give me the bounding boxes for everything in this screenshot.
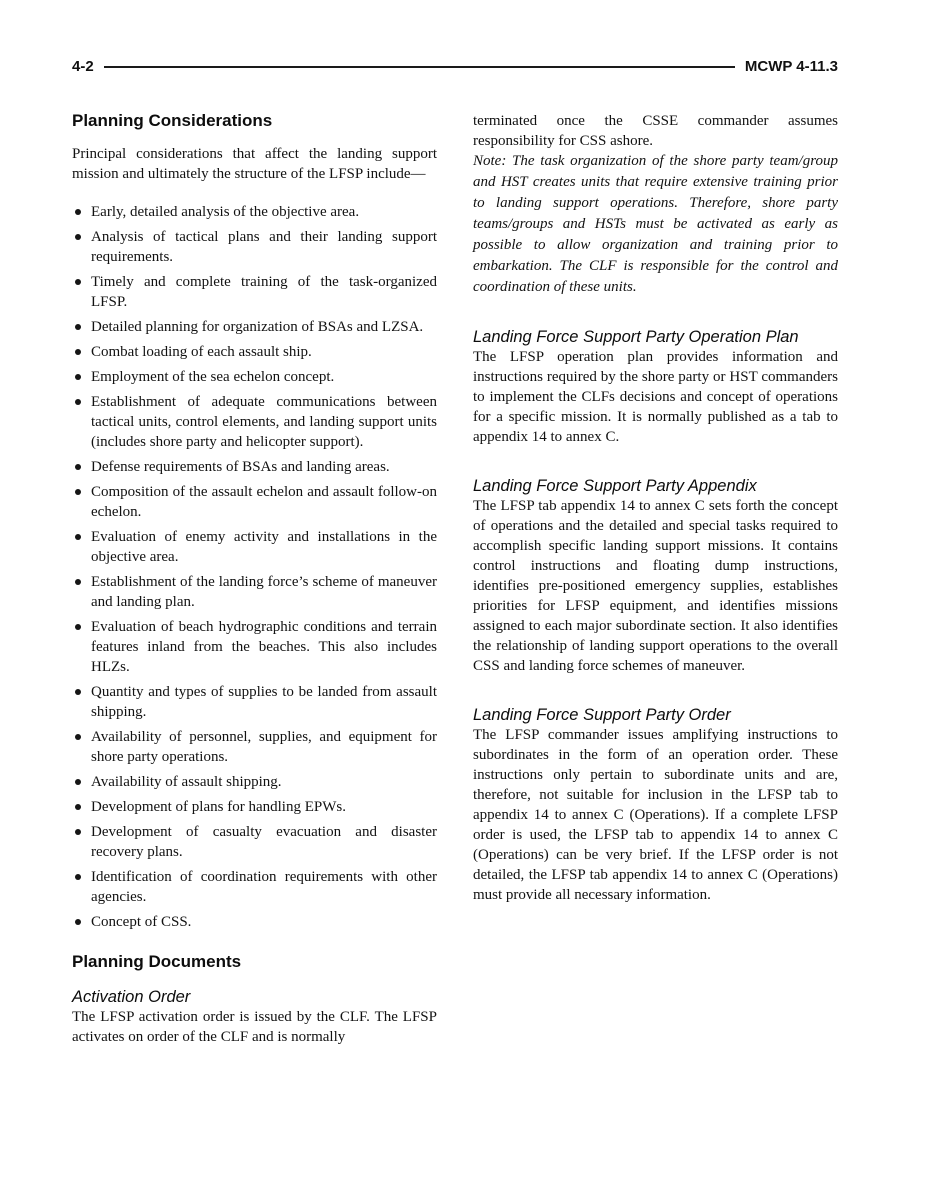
considerations-list	[72, 202, 437, 932]
intro-paragraph: Principal considerations that affect the landing support mission and ultimately the structure of the LFSP include—	[72, 146, 437, 182]
left-column	[72, 111, 437, 1047]
header-rule	[104, 66, 735, 68]
list-item: Concept of CSS.	[72, 912, 437, 932]
list-item: Employment of the sea echelon concept.	[72, 367, 437, 387]
subheading-operation-plan: Landing Force Support Party Operation Plan	[473, 328, 799, 346]
order-paragraph: The LFSP commander issues amplifying instructions to subordinates in the form of an operation order. These instructions only pertain to subordinate units and are, therefore, not suitable for inclusion in the LFSP tab to appendix 14 to annex C (Operations). If a complete LFSP order is used, the LFSP tab to appendix 14 to annex C (Operations) can be very brief. If the LFSP order is not detailed, the LFSP tab appendix 14 to annex C (Operations) must provide all necessary information.	[473, 727, 838, 903]
list-item: Availability of personnel, supplies, and equipment for shore party operations.	[72, 727, 437, 767]
two-column-content	[72, 111, 838, 1047]
doc-number: MCWP 4-11.3	[744, 58, 838, 75]
list-item: Quantity and types of supplies to be landed from assault shipping.	[72, 682, 437, 722]
list-item: Evaluation of beach hydrographic conditions and terrain features inland from the beaches. This also includes HLZs.	[72, 617, 437, 677]
list-item: Development of plans for handling EPWs.	[72, 797, 437, 817]
heading-planning-considerations: Planning Considerations	[72, 111, 273, 130]
list-item: Analysis of tactical plans and their landing support requirements.	[72, 227, 437, 267]
page-header	[72, 58, 838, 75]
subheading-activation-order: Activation Order	[72, 988, 191, 1006]
operation-plan-paragraph: The LFSP operation plan provides information and instructions required by the shore party or HST commanders to implement the CLFs decisions and concept of operations for a specific mission. It is normally published as a tab to appendix 14 to annex C.	[473, 349, 838, 445]
right-column	[473, 111, 838, 1047]
list-item: Detailed planning for organization of BSAs and LZSA.	[72, 317, 437, 337]
activation-order-paragraph: The LFSP activation order is issued by the CLF. The LFSP activates on order of the CLF and is normally	[72, 1009, 437, 1045]
list-item: Availability of assault shipping.	[72, 772, 437, 792]
list-item: Timely and complete training of the task-organized LFSP.	[72, 272, 437, 312]
page-number: 4-2	[72, 58, 94, 75]
subheading-order: Landing Force Support Party Order	[473, 706, 731, 724]
list-item: Establishment of the landing force’s scheme of maneuver and landing plan.	[72, 572, 437, 612]
list-item: Defense requirements of BSAs and landing areas.	[72, 457, 437, 477]
note-paragraph: Note: The task organization of the shore party team/group and HST creates units that require extensive training prior to landing support operations. Therefore, shore party teams/groups and HSTs must be activated as early as possible to allow organization and training prior to embarkation. The CLF is responsible for the control and coordination of these units.	[473, 153, 838, 295]
list-item: Evaluation of enemy activity and installations in the objective area.	[72, 527, 437, 567]
subheading-appendix: Landing Force Support Party Appendix	[473, 477, 757, 495]
heading-planning-documents: Planning Documents	[72, 952, 242, 971]
list-item: Combat loading of each assault ship.	[72, 342, 437, 362]
list-item: Composition of the assault echelon and assault follow-on echelon.	[72, 482, 437, 522]
continuation-paragraph: terminated once the CSSE commander assumes responsibility for CSS ashore.	[473, 113, 838, 149]
list-item: Identification of coordination requirements with other agencies.	[72, 867, 437, 907]
appendix-paragraph: The LFSP tab appendix 14 to annex C sets forth the concept of operations and the detailed and special tasks required to accomplish specific landing support missions. It contains control instructions and floating dump instructions, identifies pre-positioned emergency supplies, establishes priorities for LFSP equipment, and identifies missions assigned to each major subordinate section. It also identifies the relationship of landing support operations to the overall CSS and landing force schemes of maneuver.	[473, 498, 838, 674]
list-item: Early, detailed analysis of the objective area.	[72, 202, 437, 222]
list-item: Establishment of adequate communications between tactical units, control elements, and landing support units (includes shore party and helicopter support).	[72, 392, 437, 452]
list-item: Development of casualty evacuation and disaster recovery plans.	[72, 822, 437, 862]
